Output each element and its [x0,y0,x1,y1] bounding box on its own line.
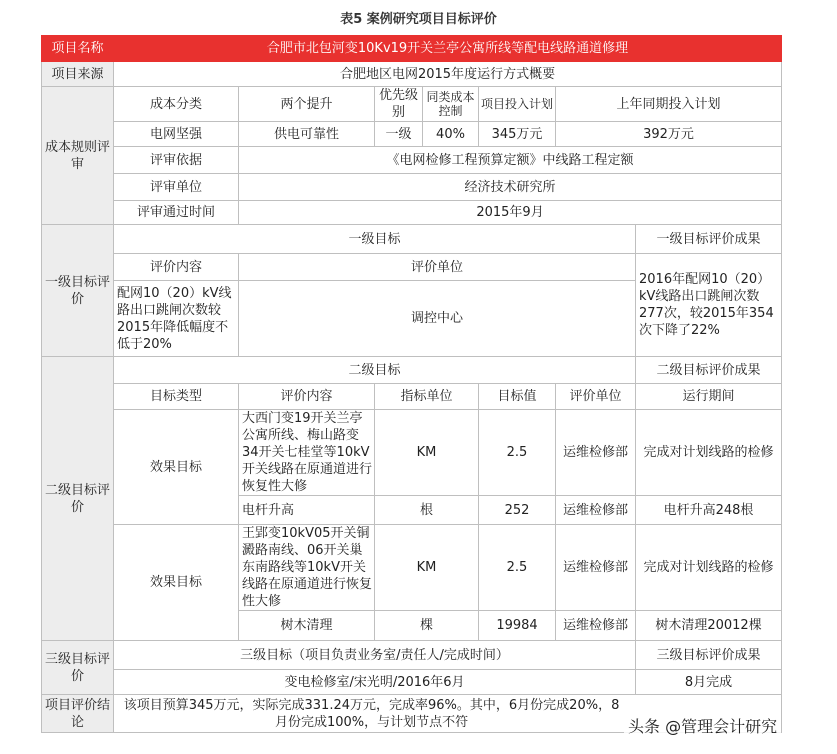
level3-result: 8月完成 [636,670,782,695]
goal-type-header: 目标类型 [114,384,239,410]
eval-dept-header: 评价单位 [556,384,636,410]
cost-category-header: 成本分类 [114,87,239,122]
review-unit-value: 经济技术研究所 [239,174,782,201]
indicator-unit-header: 指标单位 [375,384,479,410]
indicator-unit: KM [375,525,479,611]
conclusion-label: 项目评价结论 [42,695,114,733]
level1-content: 配网10（20）kV线路出口跳闸次数较2015年降低幅度不低于20% [114,281,239,357]
level2-label: 二级目标评价 [42,357,114,641]
investment-plan-header: 项目投入计划 [479,87,556,122]
eval-dept: 运维检修部 [556,496,636,525]
level3-label: 三级目标评价 [42,641,114,695]
indicator-unit: 根 [375,496,479,525]
target-value: 252 [479,496,556,525]
review-basis-label: 评审依据 [114,147,239,174]
run-period: 电杆升高248根 [636,496,782,525]
level3-value: 变电检修室/宋光明/2016年6月 [114,670,636,695]
evaluation-table [41,35,782,733]
conclusion-text: 该项目预算345万元，实际完成331.24万元，完成率96%。其中，6月份完成20%，8月份完成100%，与计划节点不符 [114,695,782,733]
indicator-unit: KM [375,410,479,496]
level1-content-label: 评价内容 [114,254,239,281]
eval-dept: 运维检修部 [556,611,636,641]
eval-dept: 运维检修部 [556,525,636,611]
eval-content-header: 评价内容 [239,384,375,410]
run-period: 树木清理20012棵 [636,611,782,641]
two-improvements-value: 供电可靠性 [239,122,375,147]
eval-content: 树木清理 [239,611,375,641]
level1-goal-header: 一级目标 [114,225,636,254]
investment-plan-value: 345万元 [479,122,556,147]
table-title: 表5 案例研究项目目标评价 [340,12,497,27]
level1-unit: 调控中心 [239,281,636,357]
level1-result-header: 一级目标评价成果 [636,225,782,254]
project-name-label: 项目名称 [42,36,114,62]
goal-type: 效果目标 [114,525,239,641]
level2-goal-header: 二级目标 [114,357,636,384]
level1-result: 2016年配网10（20）kV线路出口跳闸次数277次，较2015年354次下降了22% [636,254,782,357]
eval-dept: 运维检修部 [556,410,636,496]
target-value: 2.5 [479,525,556,611]
last-year-plan-value: 392万元 [556,122,782,147]
level2-result-header: 二级目标评价成果 [636,357,782,384]
run-period: 完成对计划线路的检修 [636,525,782,611]
target-value: 19984 [479,611,556,641]
priority-header: 优先级别 [375,87,423,122]
project-source-value: 合肥地区电网2015年度运行方式概要 [114,62,782,87]
review-time-label: 评审通过时间 [114,201,239,225]
last-year-plan-header: 上年同期投入计划 [556,87,782,122]
cost-category-value: 电网坚强 [114,122,239,147]
cost-review-label: 成本规则评审 [42,87,114,225]
goal-type: 效果目标 [114,410,239,525]
target-value-header: 目标值 [479,384,556,410]
cost-control-header: 同类成本控制 [423,87,479,122]
target-value: 2.5 [479,410,556,496]
review-unit-label: 评审单位 [114,174,239,201]
project-source-label: 项目来源 [42,62,114,87]
review-time-value: 2015年9月 [239,201,782,225]
eval-content: 大西门变19开关兰亭公寓所线、梅山路变34开关七桂堂等10kV开关线路在原通道进行恢复性大修 [239,410,375,496]
level1-unit-label: 评价单位 [239,254,636,281]
watermark: 头条 @管理会计研究 [624,712,781,739]
run-period-header: 运行期间 [636,384,782,410]
eval-content: 王郢变10kV05开关铜澱路南线、06开关巢东南路线等10kV开关线路在原通道进行恢复性大修 [239,525,375,611]
indicator-unit: 棵 [375,611,479,641]
level3-goal-header: 三级目标（项目负责业务室/责任人/完成时间） [114,641,636,670]
two-improvements-header: 两个提升 [239,87,375,122]
project-name-value: 合肥市北包河变10Kv19开关兰亭公寓所线等配电线路通道修理 [114,36,782,62]
level1-label: 一级目标评价 [42,225,114,357]
eval-content: 电杆升高 [239,496,375,525]
review-basis-value: 《电网检修工程预算定额》中线路工程定额 [239,147,782,174]
run-period: 完成对计划线路的检修 [636,410,782,496]
priority-value: 一级 [375,122,423,147]
cost-control-value: 40% [423,122,479,147]
level3-result-header: 三级目标评价成果 [636,641,782,670]
